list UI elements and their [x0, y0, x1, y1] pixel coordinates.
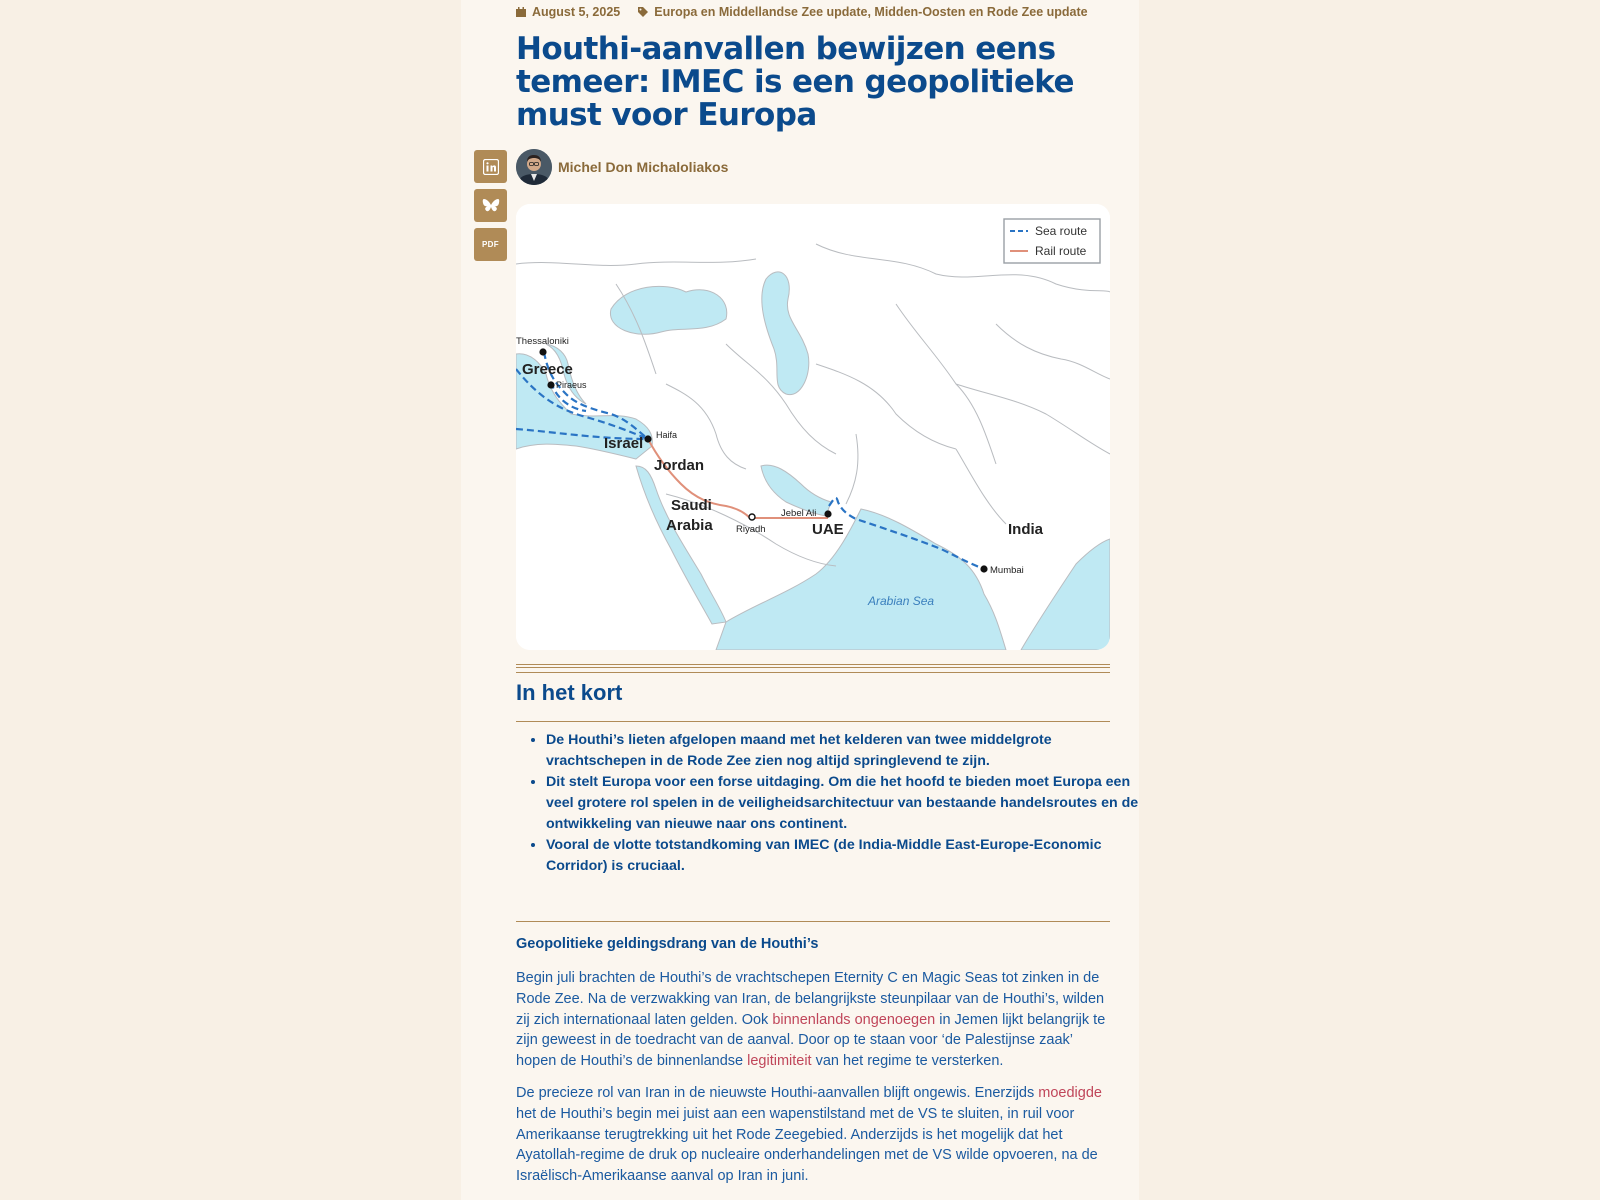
legend-rail-route: Rail route	[1035, 244, 1087, 258]
author-byline[interactable]	[516, 149, 728, 185]
label-arabia: Arabia	[666, 517, 713, 534]
post-date: August 5, 2025	[532, 5, 621, 19]
summary-bullet: • De Houthi’s lieten afgelopen maand met het kelderen van twee middelgrote vrachtschepen in de Rode Zee zien nog altijd springlevend te zijn.	[546, 730, 1140, 772]
summary-bullet: • Vooral de vlotte totstandkoming van IMEC (de India-Middle East-Europe-Economic Corridor) is cruciaal.	[546, 835, 1140, 877]
label-haifa: Haifa	[656, 430, 678, 440]
article-meta	[516, 5, 1116, 19]
page-title: Houthi-aanvallen bewijzen eens temeer: IMEC is een geopolitieke must voor Europa	[516, 31, 1074, 133]
author-name[interactable]: Michel Don Michaloliakos	[558, 159, 729, 175]
calendar-icon	[516, 7, 526, 17]
label-uae: UAE	[812, 521, 844, 538]
linkedin-share-button[interactable]	[474, 150, 507, 183]
summary-bullet: • Dit stelt Europa voor een forse uitdaging. Om die het hoofd te bieden moet Europa een veel grotere rol spelen in de veiligheidsarchitectuur van bestaande handelsroutes en de ontwikkeling van nieuwe naar ons continent.	[546, 772, 1140, 835]
map-graphic	[516, 204, 1110, 650]
label-israel: Israel	[604, 435, 644, 452]
jebel-ali-dot	[824, 510, 831, 517]
body-paragraph-1: Begin juli brachten de Houthi’s de vrachtschepen Eternity C en Magic Seas tot zinken in de Rode Zee. Na de verzwakking van Iran, de belangrijkste steunpilaar van de Houthi’s, wilden zij zich internationaal laten gelden. Ook binnenlands ongenoegen in Jemen lijkt belangrijk te zijn geweest in de toedracht van de aanval. Door op te staan voor ‘de Palestijnse zaak’ hopen de Houthi’s de binnenlandse legitimiteit van het regime te versterken.	[516, 970, 1106, 1070]
body-paragraph-2: De precieze rol van Iran in de nieuwste Houthi-aanvallen blijft ongewis. Enerzijds moedigde het de Houthi’s begin mei juist aan een wapenstilstand met de VS te sluiten, in ruil voor Amerikaanse terugtrekking uit het Rode Zeegebied. Anderzijds is het mogelijk dat het Ayatollah-regime de druk op nucleaire onderhandelingen met de VS wilde opvoeren, na de Israëlisch-Amerikaanse aanval op Iran in juni.	[516, 1085, 1102, 1185]
pdf-label: PDF	[482, 240, 499, 249]
link-binnenlands-ongenoegen[interactable]: binnenlands ongenoegen	[772, 1011, 936, 1028]
label-piraeus: Piraeus	[556, 380, 587, 390]
author-portrait-icon	[516, 149, 552, 185]
section-heading: Geopolitieke geldingsdrang van de Houthi’s	[516, 936, 819, 952]
label-thessaloniki: Thessaloniki	[516, 336, 569, 347]
bluesky-share-button[interactable]	[474, 189, 507, 222]
riyadh-dot	[749, 514, 755, 520]
label-greece: Greece	[522, 361, 573, 378]
link-moedigde[interactable]: moedigde	[1038, 1085, 1102, 1101]
post-categories[interactable]: Europa en Middellandse Zee update, Midden-Oosten en Rode Zee update	[654, 5, 1088, 19]
pdf-download-button[interactable]	[474, 228, 507, 261]
label-india: India	[1008, 521, 1044, 538]
haifa-dot	[644, 435, 651, 442]
summary-divider	[516, 721, 1110, 722]
black-sea	[610, 286, 726, 334]
label-arabian-sea: Arabian Sea	[868, 594, 935, 608]
section-divider-triple	[516, 664, 1110, 673]
bluesky-butterfly-icon	[482, 198, 500, 214]
label-mumbai: Mumbai	[990, 565, 1024, 576]
avatar	[516, 149, 552, 185]
link-legitimiteit[interactable]: legitimiteit	[747, 1053, 812, 1070]
imec-route-map	[516, 204, 1110, 650]
piraeus-dot	[547, 381, 554, 388]
tag-icon	[638, 7, 648, 17]
summary-list	[516, 730, 1140, 877]
thessaloniki-dot	[539, 348, 546, 355]
body-divider	[516, 921, 1110, 922]
linkedin-icon	[483, 159, 499, 175]
label-saudi: Saudi	[671, 497, 712, 514]
summary-heading: In het kort	[516, 680, 623, 705]
label-jebel-ali: Jebel Ali	[781, 508, 817, 519]
map-legend	[1004, 219, 1100, 263]
label-jordan: Jordan	[654, 457, 705, 474]
mumbai-dot	[980, 565, 987, 572]
label-riyadh: Riyadh	[736, 524, 766, 535]
legend-sea-route: Sea route	[1035, 224, 1088, 238]
